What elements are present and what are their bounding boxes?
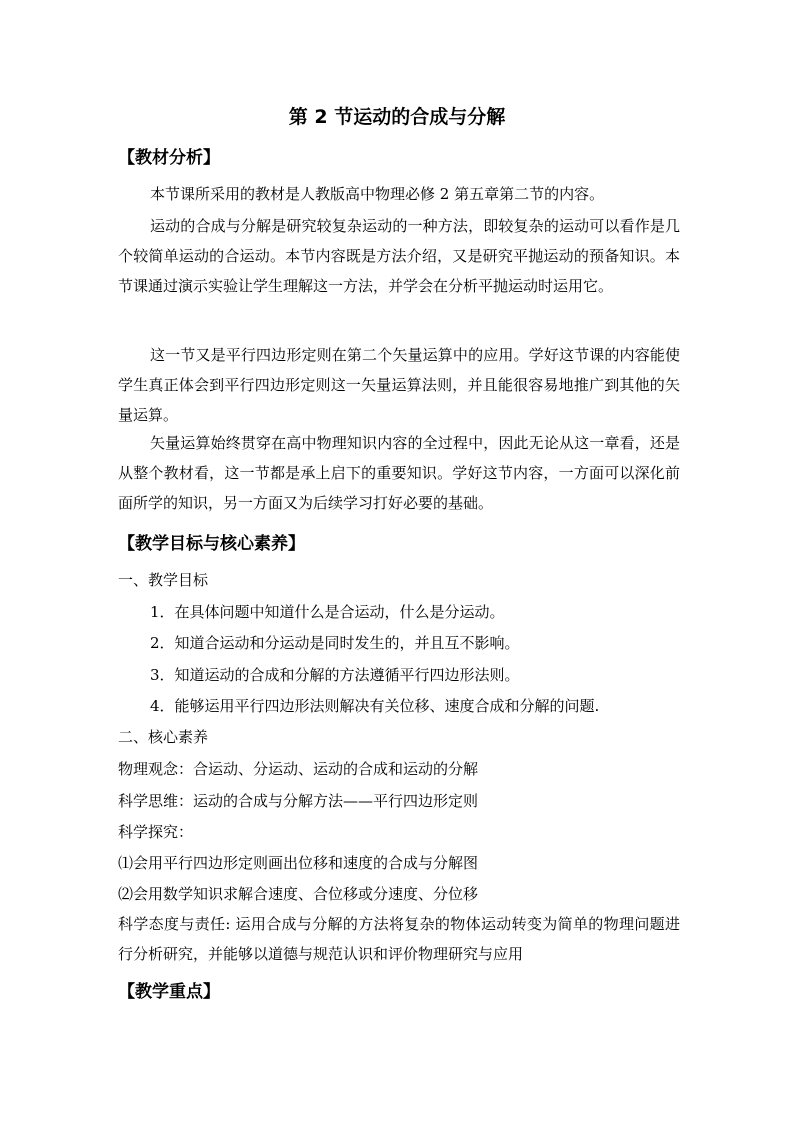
list-item: 1．在具体问题中知道什么是合运动，什么是分运动。: [150, 603, 505, 621]
list-item: 2．知道合运动和分运动是同时发生的，并且互不影响。: [150, 634, 520, 652]
page-title: 第 2 节运动的合成与分解: [288, 106, 506, 128]
literacy-line: 科学思维：运动的合成与分解方法——平行四边形定则: [118, 792, 479, 810]
section-heading-key-points: 【教学重点】: [118, 982, 220, 1002]
literacy-line: 物理观念：合运动、分运动、运动的合成和运动的分解: [118, 760, 479, 778]
attitude-paragraph: 科学态度与责任: 运用合成与分解的方法将复杂的物体运动转变为简单的物理问题进行分析研究，并能够以道德与规范认识和评价物理研究与应用: [118, 915, 680, 963]
literacy-line: 科学探究：: [118, 823, 194, 841]
subheading-goals: 一、教学目标: [118, 571, 209, 589]
paragraph: 本节课所采用的教材是人教版高中物理必修 2 第五章第二节的内容。: [150, 185, 605, 203]
literacy-line: ⑵会用数学知识求解合速度、合位移或分速度、分位移: [118, 885, 479, 903]
literacy-line: ⑴会用平行四边形定则画出位移和速度的合成与分解图: [118, 854, 479, 872]
section-heading-goals: 【教学目标与核心素养】: [118, 534, 305, 554]
paragraph: 运动的合成与分解是研究较复杂运动的一种方法，即较复杂的运动可以看作是几个较简单运动的合运动。本节内容既是方法介绍，又是研究平抛运动的预备知识。本节课通过演示实验让学生理解这一方法，并学会在分析平抛运动时运用它。: [118, 217, 680, 295]
paragraph: 这一节又是平行四边形定则在第二个矢量运算中的应用。学好这节课的内容能使学生真正体会到平行四边形定则这一矢量运算法则，并且能很容易地推广到其他的矢量运算。: [118, 346, 680, 424]
section-heading-analysis: 【教材分析】: [118, 148, 220, 168]
paragraph: 矢量运算始终贯穿在高中物理知识内容的全过程中，因此无论从这一章看，还是从整个教材看，这一节都是承上启下的重要知识。学好这节内容，一方面可以深化前面所学的知识，另一方面又为后续学习打好必要的基础。: [118, 434, 680, 512]
list-item: 4．能够运用平行四边形法则解决有关位移、速度合成和分解的问题.: [150, 697, 600, 715]
subheading-literacy: 二、核心素养: [118, 728, 209, 746]
list-item: 3．知道运动的合成和分解的方法遵循平行四边形法则。: [150, 666, 520, 684]
